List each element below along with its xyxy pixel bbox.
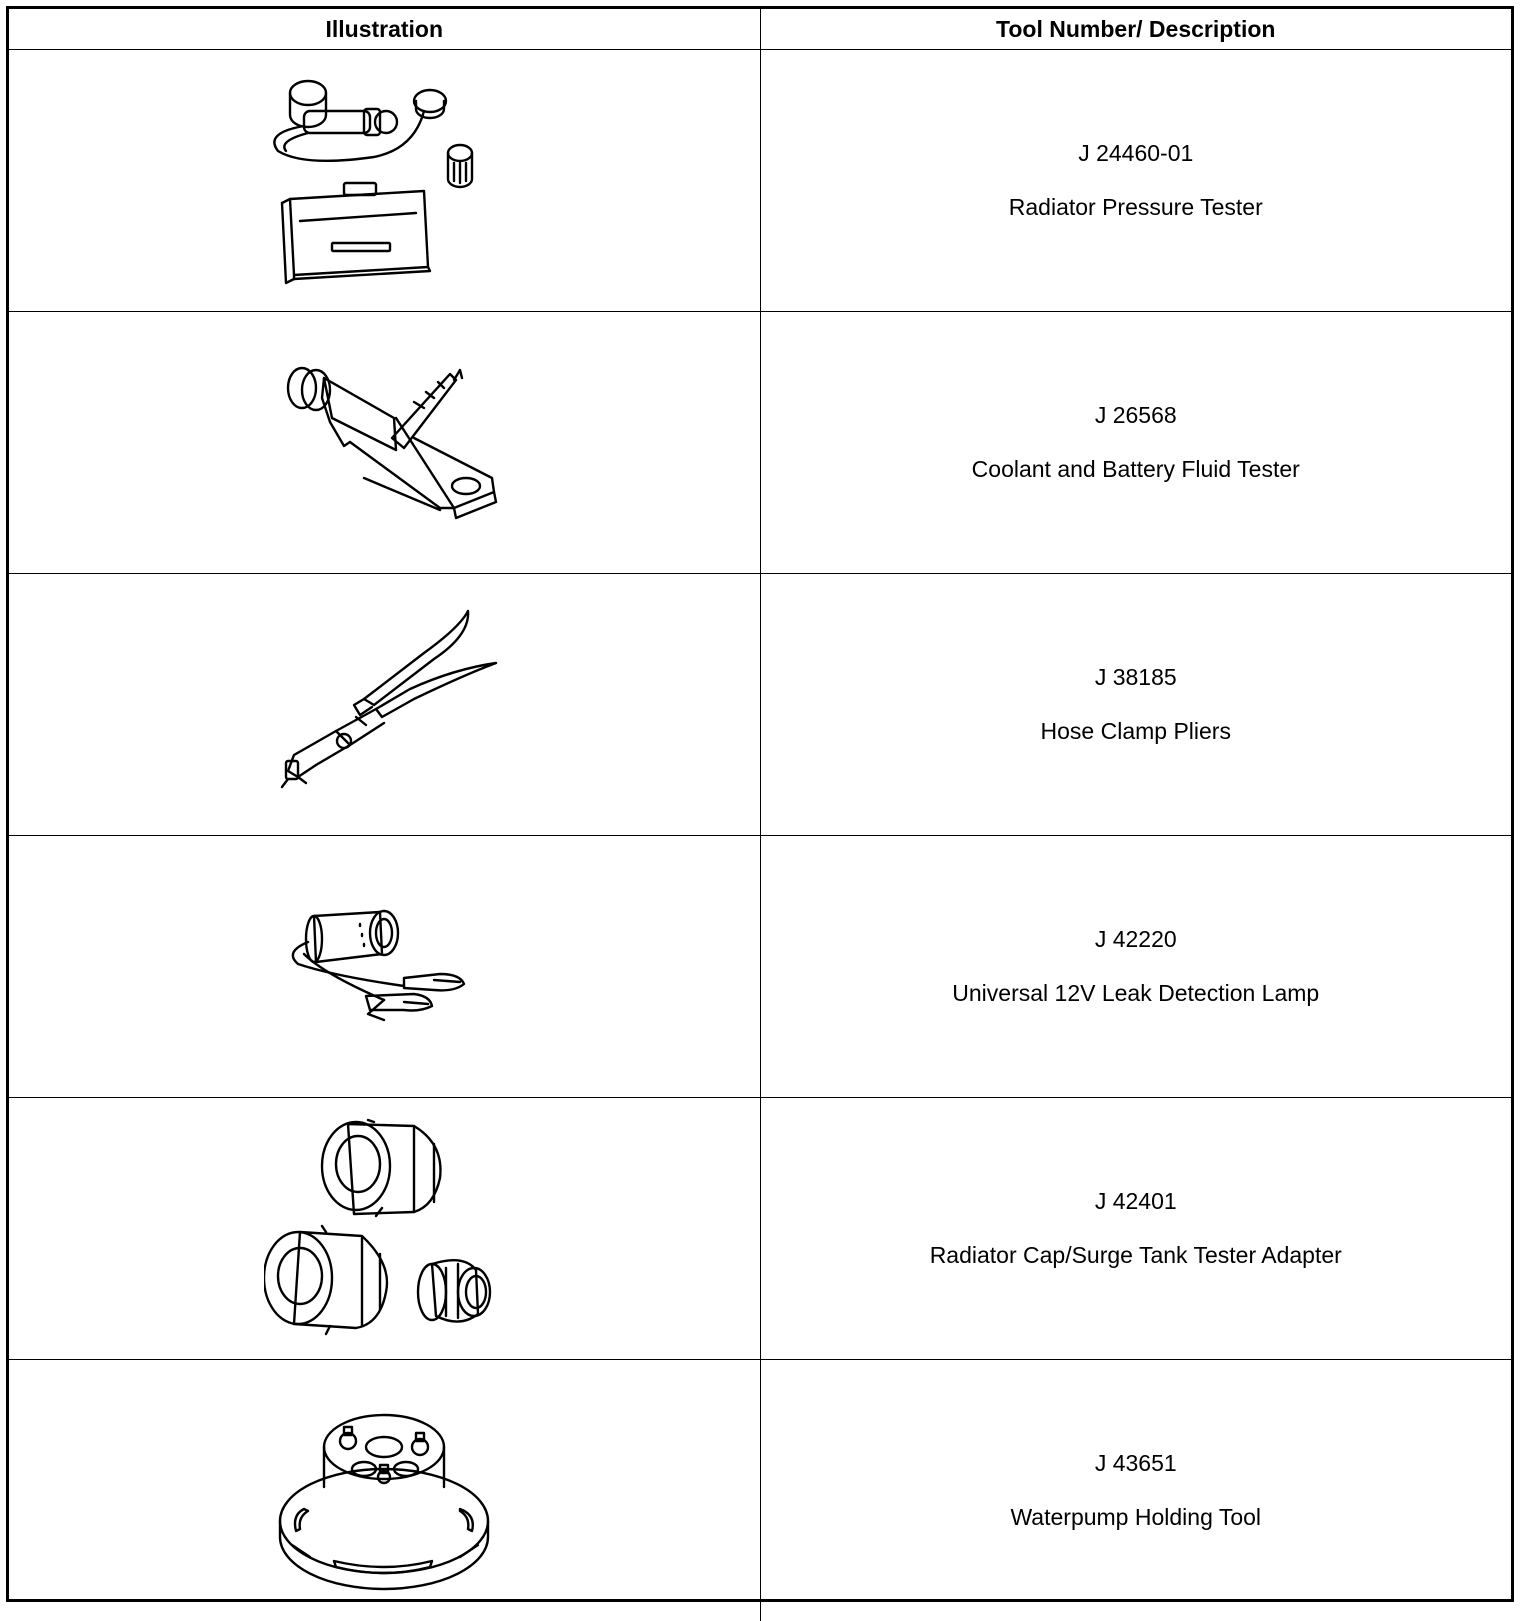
header-illustration: Illustration xyxy=(9,9,760,50)
tool-number: J 26568 xyxy=(761,404,1512,427)
radiator-pressure-tester-icon xyxy=(264,71,504,291)
tool-description: Coolant and Battery Fluid Tester xyxy=(761,458,1512,481)
waterpump-holding-tool-icon xyxy=(264,1391,504,1591)
table-row xyxy=(9,836,1511,1098)
tool-description: Universal 12V Leak Detection Lamp xyxy=(761,982,1512,1005)
special-tools-table xyxy=(9,9,1511,1621)
tool-number: J 42220 xyxy=(761,928,1512,951)
table-header-row xyxy=(9,9,1511,50)
illustration-cell xyxy=(9,574,760,836)
tool-number: J 43651 xyxy=(761,1452,1512,1475)
table-row xyxy=(9,1360,1511,1621)
table-row xyxy=(9,50,1511,312)
tool-cell xyxy=(760,312,1511,574)
illustration-cell xyxy=(9,50,760,312)
illustration-cell xyxy=(9,312,760,574)
special-tools-sheet xyxy=(6,6,1514,1602)
tool-description: Hose Clamp Pliers xyxy=(761,720,1512,743)
illustration-cell xyxy=(9,1098,760,1360)
table-row xyxy=(9,1098,1511,1360)
tool-cell xyxy=(760,1360,1511,1621)
tool-cell xyxy=(760,574,1511,836)
tool-cell xyxy=(760,50,1511,312)
tester-adapter-icon xyxy=(264,1114,504,1344)
tool-number: J 24460-01 xyxy=(761,142,1512,165)
illustration-cell xyxy=(9,836,760,1098)
tool-description: Radiator Pressure Tester xyxy=(761,196,1512,219)
hose-clamp-pliers-icon xyxy=(264,605,504,805)
leak-detection-lamp-icon xyxy=(264,902,504,1032)
tool-number: J 38185 xyxy=(761,666,1512,689)
tool-cell xyxy=(760,836,1511,1098)
table-row xyxy=(9,574,1511,836)
tool-cell xyxy=(760,1098,1511,1360)
tool-description: Waterpump Holding Tool xyxy=(761,1506,1512,1529)
tool-number: J 42401 xyxy=(761,1190,1512,1213)
tool-description: Radiator Cap/Surge Tank Tester Adapter xyxy=(761,1244,1512,1267)
illustration-cell xyxy=(9,1360,760,1621)
header-tool-number-description: Tool Number/ Description xyxy=(760,9,1511,50)
table-row xyxy=(9,312,1511,574)
coolant-battery-fluid-tester-icon xyxy=(264,358,504,528)
